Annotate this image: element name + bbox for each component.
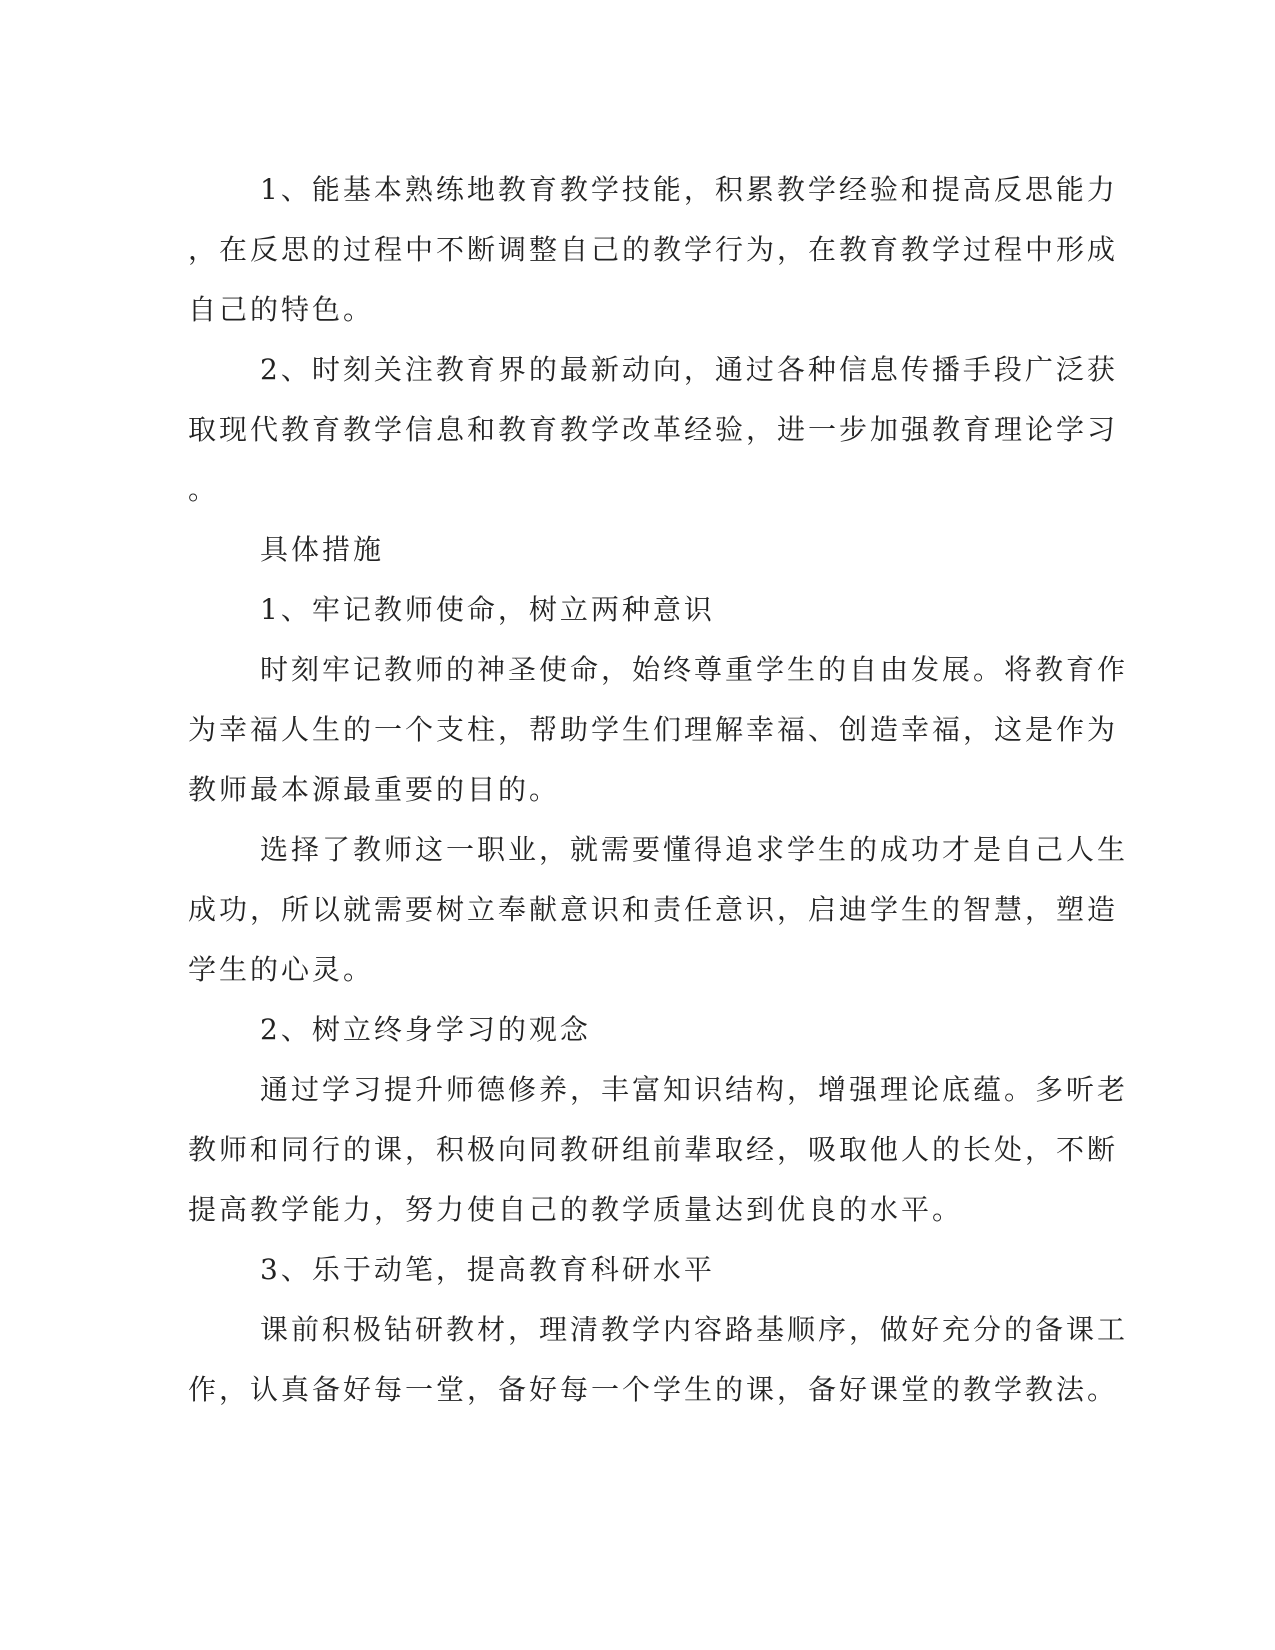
measure-2-para-line-3: 提高教学能力，努力使自己的教学质量达到优良的水平。 — [188, 1193, 964, 1226]
measure-3-para-line-1: 课前积极钻研教材，理清教学内容路基顺序，做好充分的备课工 — [260, 1313, 1129, 1346]
measure-1-para-2-line-3: 学生的心灵。 — [188, 953, 375, 986]
document-body — [188, 160, 1129, 1420]
measure-3-heading: 3、乐于动笔，提高教育科研水平 — [260, 1253, 715, 1286]
measure-2-para-line-1: 通过学习提升师德修养，丰富知识结构，增强理论底蕴。多听老 — [260, 1073, 1129, 1106]
goal-2-line-1: 2、时刻关注教育界的最新动向，通过各种信息传播手段广泛获 — [260, 353, 1118, 386]
section-heading-measures: 具体措施 — [260, 533, 385, 566]
measure-2-para-line-2: 教师和同行的课，积极向同教研组前辈取经，吸取他人的长处，不断 — [188, 1133, 1119, 1166]
measure-1-para-1-line-3: 教师最本源最重要的目的。 — [188, 773, 561, 806]
measure-1-para-1-line-2: 为幸福人生的一个支柱，帮助学生们理解幸福、创造幸福，这是作为 — [188, 713, 1119, 746]
measure-1-para-2-line-1: 选择了教师这一职业，就需要懂得追求学生的成功才是自己人生 — [260, 833, 1129, 866]
measure-1-heading: 1、牢记教师使命，树立两种意识 — [260, 593, 715, 626]
measure-1-para-1-line-1: 时刻牢记教师的神圣使命，始终尊重学生的自由发展。将教育作 — [260, 653, 1129, 686]
goal-1-line-3: 自己的特色。 — [188, 293, 375, 326]
goal-2-line-3: 。 — [188, 473, 220, 506]
goal-1-line-1: 1、能基本熟练地教育教学技能，积累教学经验和提高反思能力 — [260, 173, 1118, 206]
measure-3-para-line-2: 作，认真备好每一堂，备好每一个学生的课，备好课堂的教学教法。 — [188, 1373, 1119, 1406]
measure-2-heading: 2、树立终身学习的观念 — [260, 1013, 591, 1046]
goal-2-line-2: 取现代教育教学信息和教育教学改革经验，进一步加强教育理论学习 — [188, 413, 1119, 446]
measure-1-para-2-line-2: 成功，所以就需要树立奉献意识和责任意识，启迪学生的智慧，塑造 — [188, 893, 1119, 926]
goal-1-line-2: ，在反思的过程中不断调整自己的教学行为，在教育教学过程中形成 — [188, 233, 1119, 266]
